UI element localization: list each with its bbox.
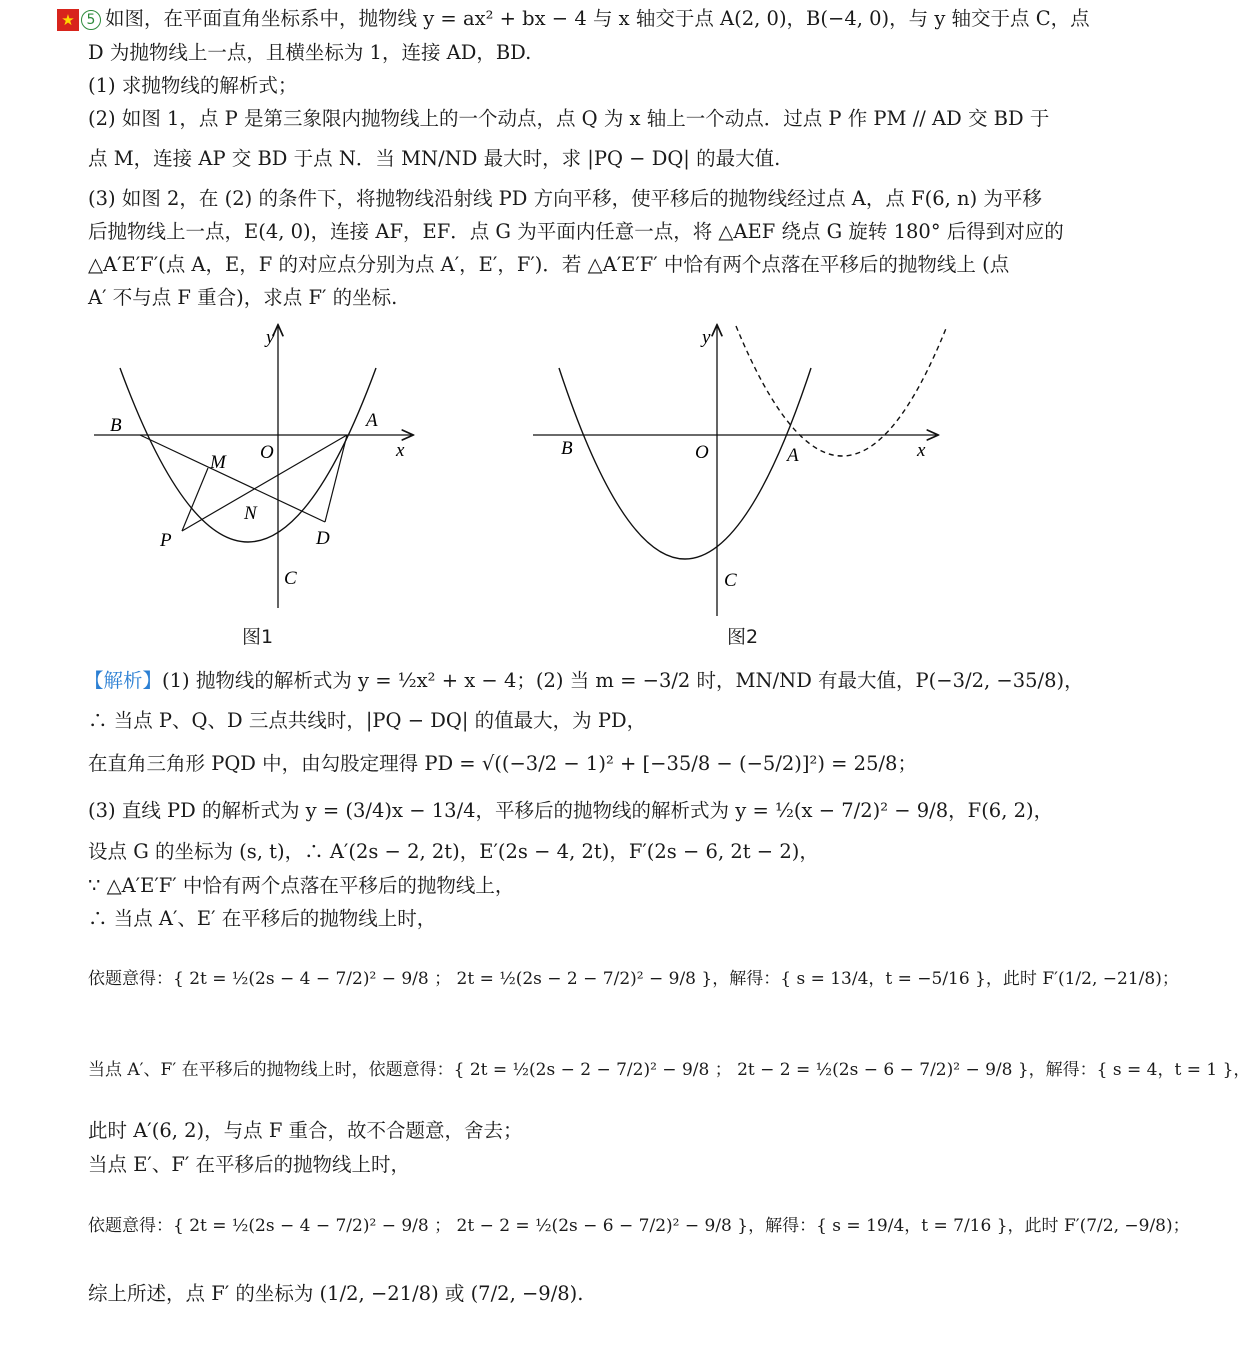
fig1-label-N: N <box>244 503 257 524</box>
fig2-label-y: y <box>702 327 711 348</box>
fig1-label-M: M <box>210 452 226 473</box>
solution-line-4: (3) 直线 PD 的解析式为 y = (3/4)x − 13/4，平移后的抛物线的解析式为 y = ½(x − 7/2)² − 9/8，F(6, 2)， <box>88 799 1054 822</box>
solution-line-1 <box>84 667 1084 695</box>
fig1-segment-AD <box>325 435 347 522</box>
solution-line-8: 依题意得：{ 2t = ½(2s − 4 − 7/2)² − 9/8 ； 2t = ½(2s − 2 − 7/2)² − 9/8 }，解得：{ s = 13/4，t = −5/16 }，此时 F′(1/2, −21/8)； <box>88 969 1179 989</box>
star-icon: ★ <box>57 9 79 31</box>
solution-line-6: ∵ △A′E′F′ 中恰有两个点落在平移后的抛物线上， <box>88 874 515 897</box>
solution-text-1: (1) 抛物线的解析式为 y = ½x² + x − 4；(2) 当 m = −3/2 时，MN/ND 有最大值，P(−3/2, −35/8)， <box>162 669 1084 692</box>
fig1-label-C: C <box>284 568 297 589</box>
problem-part-2a: (2) 如图 1，点 P 是第三象限内抛物线上的一个动点，点 Q 为 x 轴上一个动点．过点 P 作 PM // AD 交 BD 于 <box>88 107 1050 130</box>
problem-part-3a: (3) 如图 2，在 (2) 的条件下，将抛物线沿射线 PD 方向平移，使平移后的抛物线经过点 A，点 F(6, n) 为平移 <box>88 187 1042 210</box>
solution-line-2: ∴ 当点 P、Q、D 三点共线时，|PQ − DQ| 的值最大，为 PD， <box>88 709 647 732</box>
fig2-parabola <box>559 368 811 559</box>
fig2-label-A: A <box>787 445 799 466</box>
fig1-segment-BD <box>140 435 325 522</box>
fig1-label-D: D <box>316 528 330 549</box>
fig2-label-x: x <box>917 440 926 461</box>
problem-part-1: (1) 求抛物线的解析式； <box>88 74 298 97</box>
fig2-label-B: B <box>561 438 573 459</box>
fig1-label-y: y <box>266 327 275 348</box>
problem-line-2: D 为抛物线上一点，且横坐标为 1，连接 AD，BD. <box>88 41 532 64</box>
problem-part-3d: A′ 不与点 F 重合)，求点 F′ 的坐标. <box>88 286 398 309</box>
figure-1 <box>80 318 430 618</box>
solution-line-11: 当点 E′、F′ 在平移后的抛物线上时， <box>88 1153 411 1176</box>
fig1-label-O: O <box>260 442 274 463</box>
solution-line-9: 当点 A′、F′ 在平移后的抛物线上时，依题意得：{ 2t = ½(2s − 2 − 7/2)² − 9/8 ； 2t − 2 = ½(2s − 6 − 7/2)² − 9/8 }，解得：{ s = 4，t = 1 }， <box>88 1060 1250 1080</box>
fig1-label-A: A <box>366 410 378 431</box>
figure-1-caption: 图1 <box>242 626 274 648</box>
figure-2 <box>525 318 950 618</box>
fig1-label-P: P <box>160 530 172 551</box>
analysis-tag: 【解析】 <box>84 669 163 692</box>
fig1-label-B: B <box>110 415 122 436</box>
problem-line-1 <box>57 5 1090 33</box>
fig2-translated-parabola <box>736 326 947 456</box>
problem-part-3c: △A′E′F′(点 A，E，F 的对应点分别为点 A′，E′，F′)．若 △A′E′F′ 中恰有两个点落在平移后的抛物线上 (点 <box>88 253 1010 276</box>
problem-part-3b: 后抛物线上一点，E(4, 0)，连接 AF，EF．点 G 为平面内任意一点，将 △AEF 绕点 G 旋转 180° 后得到对应的 <box>88 220 1064 243</box>
fig1-label-x: x <box>396 440 405 461</box>
solution-line-13: 综上所述，点 F′ 的坐标为 (1/2, −21/8) 或 (7/2, −9/8). <box>88 1282 584 1305</box>
solution-line-10: 此时 A′(6, 2)，与点 F 重合，故不合题意，舍去； <box>88 1119 523 1142</box>
solution-line-3: 在直角三角形 PQD 中，由勾股定理得 PD = √((−3/2 − 1)² + [−35/8 − (−5/2)]²) = 25/8； <box>88 752 917 775</box>
problem-part-2b: 点 M，连接 AP 交 BD 于点 N．当 MN/ND 最大时，求 |PQ − DQ| 的最大值. <box>88 147 781 170</box>
fig2-label-C: C <box>724 570 737 591</box>
problem-text-1: 如图，在平面直角坐标系中，抛物线 y = ax² + bx − 4 与 x 轴交于点 A(2, 0)，B(−4, 0)，与 y 轴交于点 C，点 <box>105 7 1090 30</box>
solution-line-12: 依题意得：{ 2t = ½(2s − 4 − 7/2)² − 9/8 ； 2t − 2 = ½(2s − 6 − 7/2)² − 9/8 }，解得：{ s = 19/4，t = 7/16 }，此时 F′(7/2, −9/8)； <box>88 1216 1190 1236</box>
solution-line-7: ∴ 当点 A′、E′ 在平移后的抛物线上时， <box>88 907 437 930</box>
question-number: 5 <box>81 10 101 30</box>
solution-line-5: 设点 G 的坐标为 (s, t)，∴ A′(2s − 2, 2t)，E′(2s − 4, 2t)，F′(2s − 6, 2t − 2)， <box>88 840 819 863</box>
figure-2-caption: 图2 <box>727 626 759 648</box>
fig2-label-O: O <box>695 442 709 463</box>
